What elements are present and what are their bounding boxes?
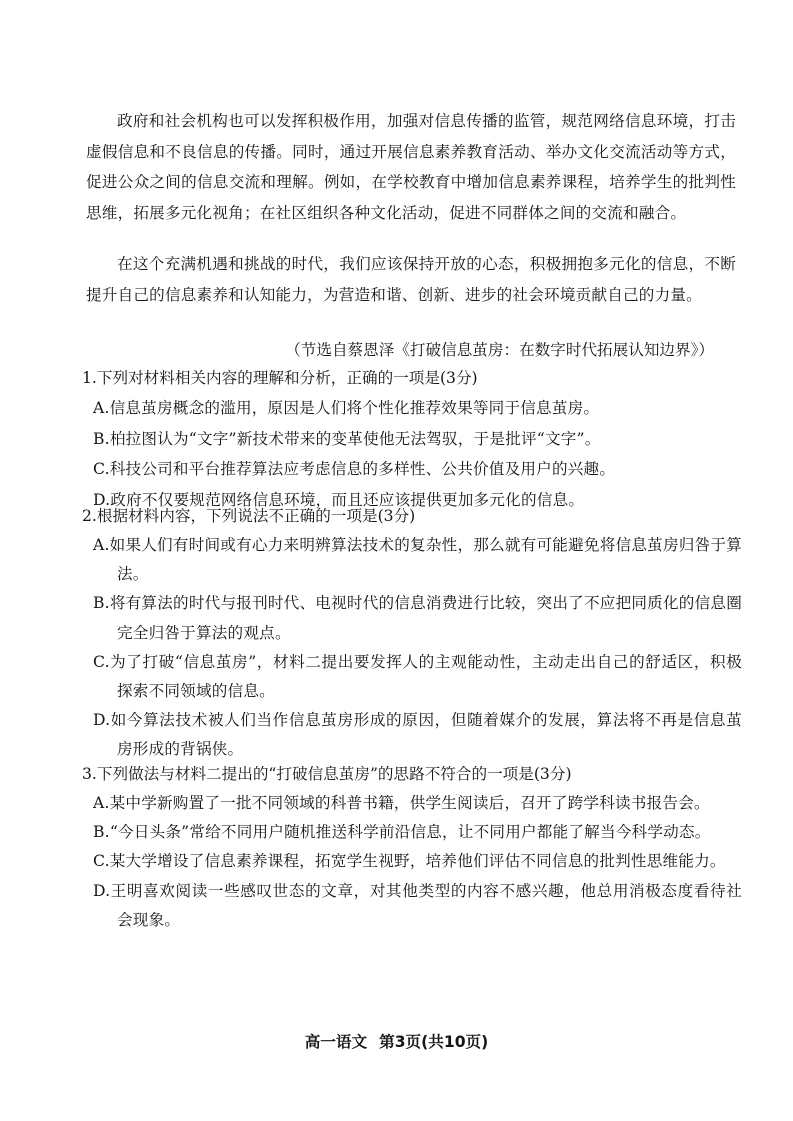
option-b: B.“今日头条”常给不同用户随机推送科学前沿信息，让不同用户都能了解当今科学动态。 bbox=[93, 823, 711, 842]
option-d: D.王明喜欢阅读一些感叹世态的文章，对其他类型的内容不感兴趣，他总用消极态度看待社会现象。 bbox=[93, 881, 742, 929]
page-footer bbox=[0, 1030, 793, 1052]
option-b: B.柏拉图认为“文字”新技术带来的变革使他无法驾驭，于是批评“文字”。 bbox=[93, 429, 601, 448]
question-stem: 1.下列对材料相关内容的理解和分析，正确的一项是(3分) bbox=[82, 369, 478, 387]
option-a: A.如果人们有时间或有心力来明辨算法技术的复杂性，那么就有可能避免将信息茧房归咎于算法。 bbox=[93, 536, 742, 584]
question-stem: 2.根据材料内容，下列说法不正确的一项是(3分) bbox=[82, 507, 416, 525]
footer-subject: 高一语文 bbox=[304, 1033, 368, 1051]
option-a: A.信息茧房概念的滥用，原因是人们将个性化推荐效果等同于信息茧房。 bbox=[93, 399, 600, 417]
option-a: A.某中学新购置了一批不同领域的科普书籍，供学生阅读后，召开了跨学科读书报告会。 bbox=[93, 794, 710, 812]
passage-paragraph: 政府和社会机构也可以发挥积极作用，加强对信息传播的监管，规范网络信息环境，打击虚假信息和不良信息的传播。同时，通过开展信息素养教育活动、举办文化交流活动等方式，促进公众之间的信息交流和理解。例如，在学校教育中增加信息素养课程，培养学生的批判性思维，拓展多元化视角；在社区组织各种文化活动，促进不同群体之间的交流和融合。 bbox=[86, 112, 736, 222]
option-c: C.某大学增设了信息素养课程，拓宽学生视野，培养他们评估不同信息的批判性思维能力。 bbox=[93, 852, 726, 871]
question-1 bbox=[82, 364, 742, 515]
option-c: C.科技公司和平台推荐算法应考虑信息的多样性、公共价值及用户的兴趣。 bbox=[93, 460, 616, 478]
passage-source: （节选自蔡恩泽《打破信息茧房：在数字时代拓展认知边界》） bbox=[285, 341, 714, 359]
option-b: B.将有算法的时代与报刊时代、电视时代的信息消费进行比较，突出了不应把同质化的信息圈完全归咎于算法的观点。 bbox=[93, 594, 742, 642]
passage-paragraph: 在这个充满机遇和挑战的时代，我们应该保持开放的心态，积极拥抱多元化的信息，不断提升自己的信息素养和认知能力，为营造和谐、创新、进步的社会环境贡献自己的力量。 bbox=[86, 255, 736, 304]
question-stem: 3.下列做法与材料二提出的“打破信息茧房”的思路不符合的一项是(3分) bbox=[82, 765, 572, 783]
option-c: C.为了打破“信息茧房”，材料二提出要发挥人的主观能动性，主动走出自己的舒适区，积极探索不同领域的信息。 bbox=[93, 652, 742, 701]
footer-page-number: 第3页(共10页) bbox=[379, 1033, 489, 1051]
question-2 bbox=[82, 502, 742, 765]
option-d: D.如今算法技术被人们当作信息茧房形成的原因，但随着媒介的发展，算法将不再是信息茧房形成的背锅侠。 bbox=[93, 711, 742, 759]
option-d: D.政府不仅要规范网络信息环境，而且还应该提供更加多元化的信息。 bbox=[93, 490, 585, 509]
question-3 bbox=[82, 760, 742, 935]
